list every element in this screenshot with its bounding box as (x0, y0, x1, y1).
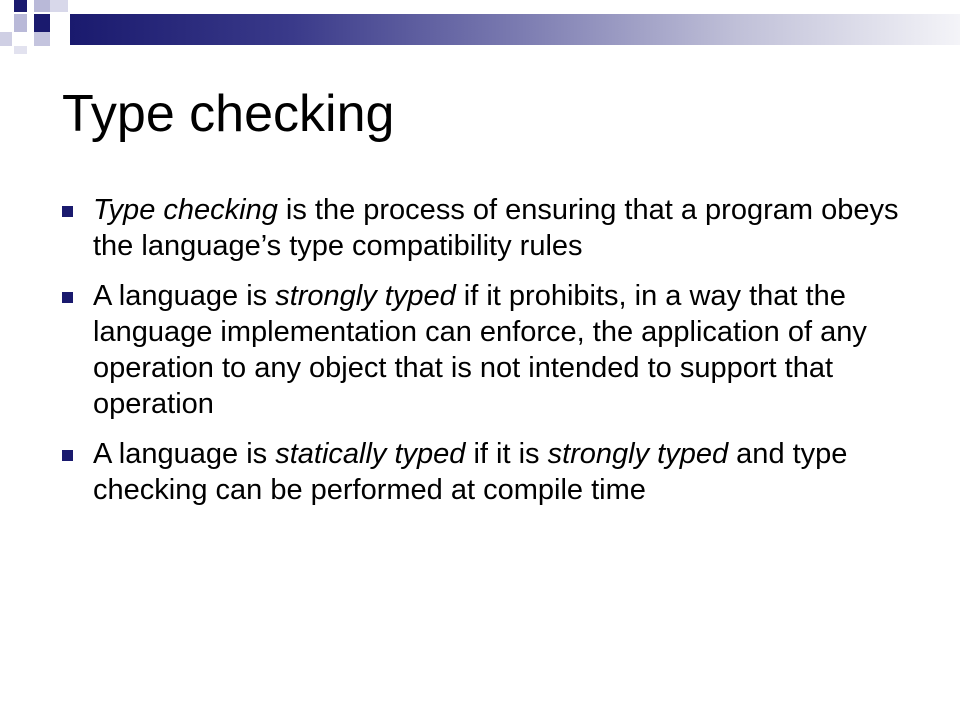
bullet-segment: strongly typed (275, 280, 456, 312)
decor-square (14, 0, 27, 12)
bullet-text (93, 280, 867, 420)
bullet-list (62, 192, 902, 522)
bullet-segment: A language is (93, 280, 276, 312)
bullet-segment: is the process of ensuring that a program obeys the language’s type compatibility rules (93, 194, 899, 262)
decor-square (34, 32, 50, 46)
bullet-segment: and type checking can be performed at compile time (93, 438, 848, 506)
bullet-segment: Type checking (93, 194, 278, 226)
header-gradient-bar (70, 14, 960, 45)
bullet-text (93, 194, 898, 262)
bullet-segment: A language is (93, 438, 276, 470)
slide-title: Type checking (62, 85, 395, 143)
square-bullet-icon (62, 450, 73, 461)
decor-square (14, 46, 27, 54)
decor-square (14, 14, 27, 32)
bullet-segment: if it prohibits, in a way that the language implementation can enforce, the application of any operation to any object that is not intended to support that operation (93, 280, 867, 420)
bullet-segment: statically typed (275, 438, 466, 470)
bullet-text (93, 438, 847, 506)
decor-square (0, 32, 12, 46)
square-bullet-icon (62, 292, 73, 303)
bullet-item (62, 278, 902, 422)
bullet-item (62, 192, 902, 264)
decor-square (50, 0, 68, 12)
square-bullet-icon (62, 206, 73, 217)
decor-square (34, 14, 50, 32)
bullet-segment: strongly typed (547, 438, 729, 470)
decor-square (0, 0, 12, 12)
bullet-item (62, 436, 902, 508)
decor-square (34, 0, 50, 12)
bullet-segment: if it is (465, 438, 548, 470)
